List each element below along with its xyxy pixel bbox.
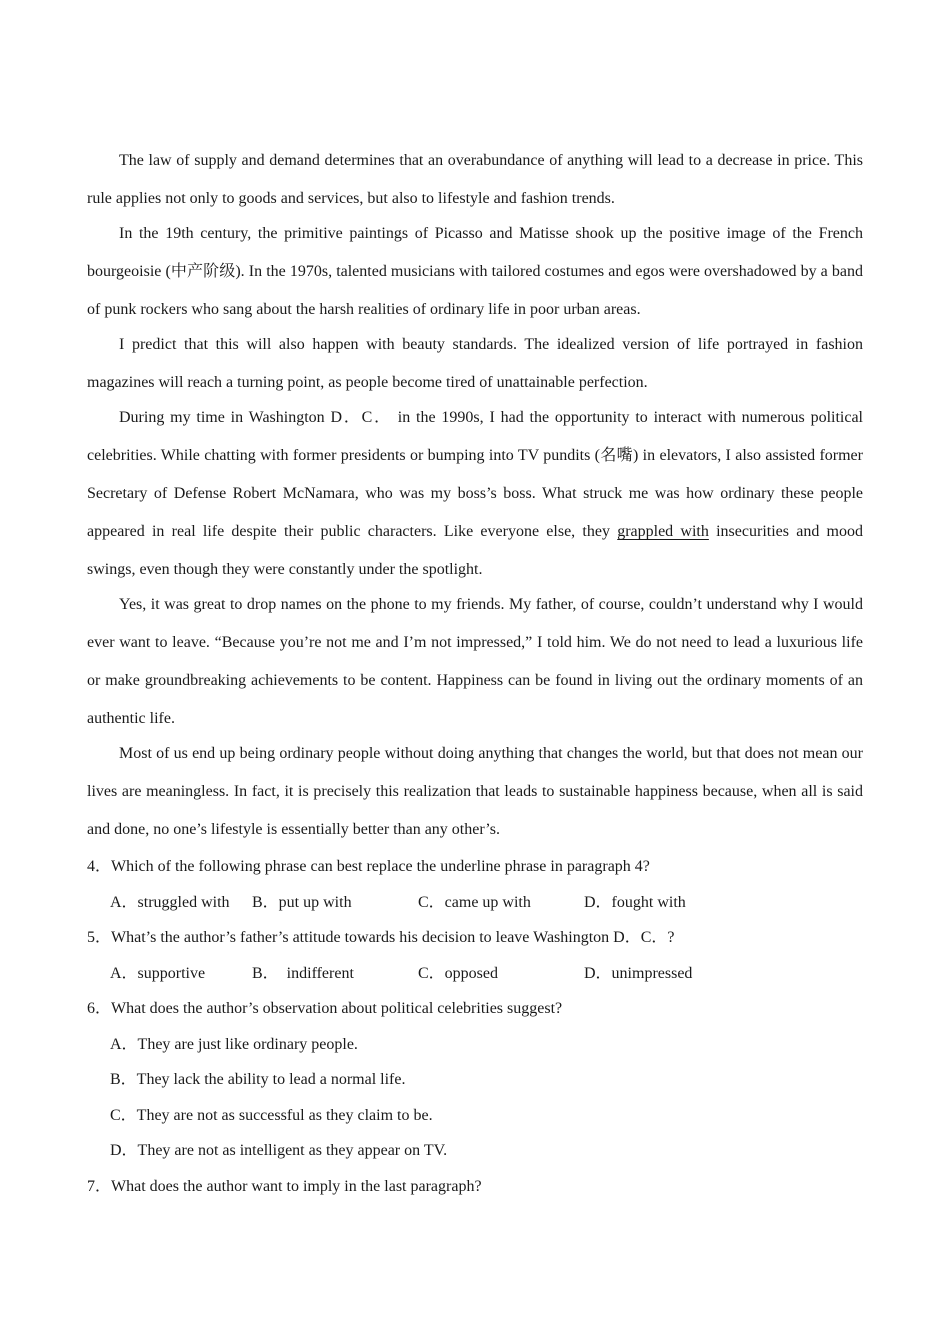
question-5-option-b: B． indifferent xyxy=(252,964,354,982)
question-4-stem: 4．Which of the following phrase can best replace the underline phrase in paragraph 4? xyxy=(87,858,650,875)
question-6-option-a: A．They are just like ordinary people. xyxy=(110,1035,358,1053)
question-4-options xyxy=(87,885,863,921)
question-6-option-b: B．They lack the ability to lead a normal life. xyxy=(110,1071,406,1088)
underlined-phrase: grappled with xyxy=(617,523,709,540)
question-6-stem: 6．What does the author’s observation about political celebrities suggest? xyxy=(87,1000,563,1017)
question-6-option-d: D．They are not as intelligent as they appear on TV. xyxy=(110,1142,448,1159)
question-4-option-a: A．struggled with xyxy=(110,893,230,911)
question-5-stem: 5．What’s the author’s father’s attitude towards his decision to leave Washington D．C．? xyxy=(87,929,675,946)
paragraph-5: Yes, it was great to drop names on the phone to my friends. My father, of course, couldn’t understand why I would ever want to leave. “Because you’re not me and I’m not impressed,” I told him. We do not need to lead a luxurious life or make groundbreaking achievements to be content. Happiness can be found in living out the ordinary moments of an authentic life. xyxy=(87,596,863,727)
question-4-option-c: C．came up with xyxy=(418,893,531,911)
question-4-option-d: D．fought with xyxy=(584,893,686,911)
paragraph-3: I predict that this will also happen with beauty standards. The idealized version of life portrayed in fashion magazines will reach a turning point, as people become tired of unattainable perfection. xyxy=(87,336,863,391)
paragraph-4 xyxy=(87,399,863,589)
question-7-stem: 7．What does the author want to imply in the last paragraph? xyxy=(87,1177,482,1195)
question-6-option-c: C．They are not as successful as they claim to be. xyxy=(110,1106,433,1124)
paragraph-6: Most of us end up being ordinary people without doing anything that changes the world, but that does not mean our lives are meaningless. In fact, it is precisely this realization that leads to sustainable happiness because, when all is said and done, no one’s lifestyle is essentially better than any other’s. xyxy=(87,745,863,838)
question-4-option-b: B．put up with xyxy=(252,893,352,911)
question-5-option-d: D．unimpressed xyxy=(584,964,693,982)
question-5-option-a: A．supportive xyxy=(110,964,206,982)
question-5-option-c: C．opposed xyxy=(418,964,499,982)
document-content xyxy=(87,142,863,1204)
paragraph-4-text-after: insecurities and mood swings, even though they were constantly under the spotlight. xyxy=(87,523,864,578)
paragraph-4-text-before: During my time in Washington D．C． in the 1990s, I had the opportunity to interact with numerous political celebrities. While chatting with former presidents or bumping into TV pundits (名嘴) in elevators, I also assisted former Secretary of Defense Robert McNamara, who was my boss’s boss. What struck me was how ordinary these people appeared in real life despite their public characters. Like everyone else, they xyxy=(87,409,863,540)
paragraph-2: In the 19th century, the primitive paintings of Picasso and Matisse shook up the positive image of the French bourgeoisie (中产阶级). In the 1970s, talented musicians with tailored costumes and egos were overshadowed by a band of punk rockers who sang about the harsh realities of ordinary life in poor urban areas. xyxy=(87,225,863,318)
paragraph-1: The law of supply and demand determines that an overabundance of anything will lead to a decrease in price. This rule applies not only to goods and services, but also to lifestyle and fashion trends. xyxy=(87,152,863,207)
question-5-options xyxy=(87,956,863,992)
